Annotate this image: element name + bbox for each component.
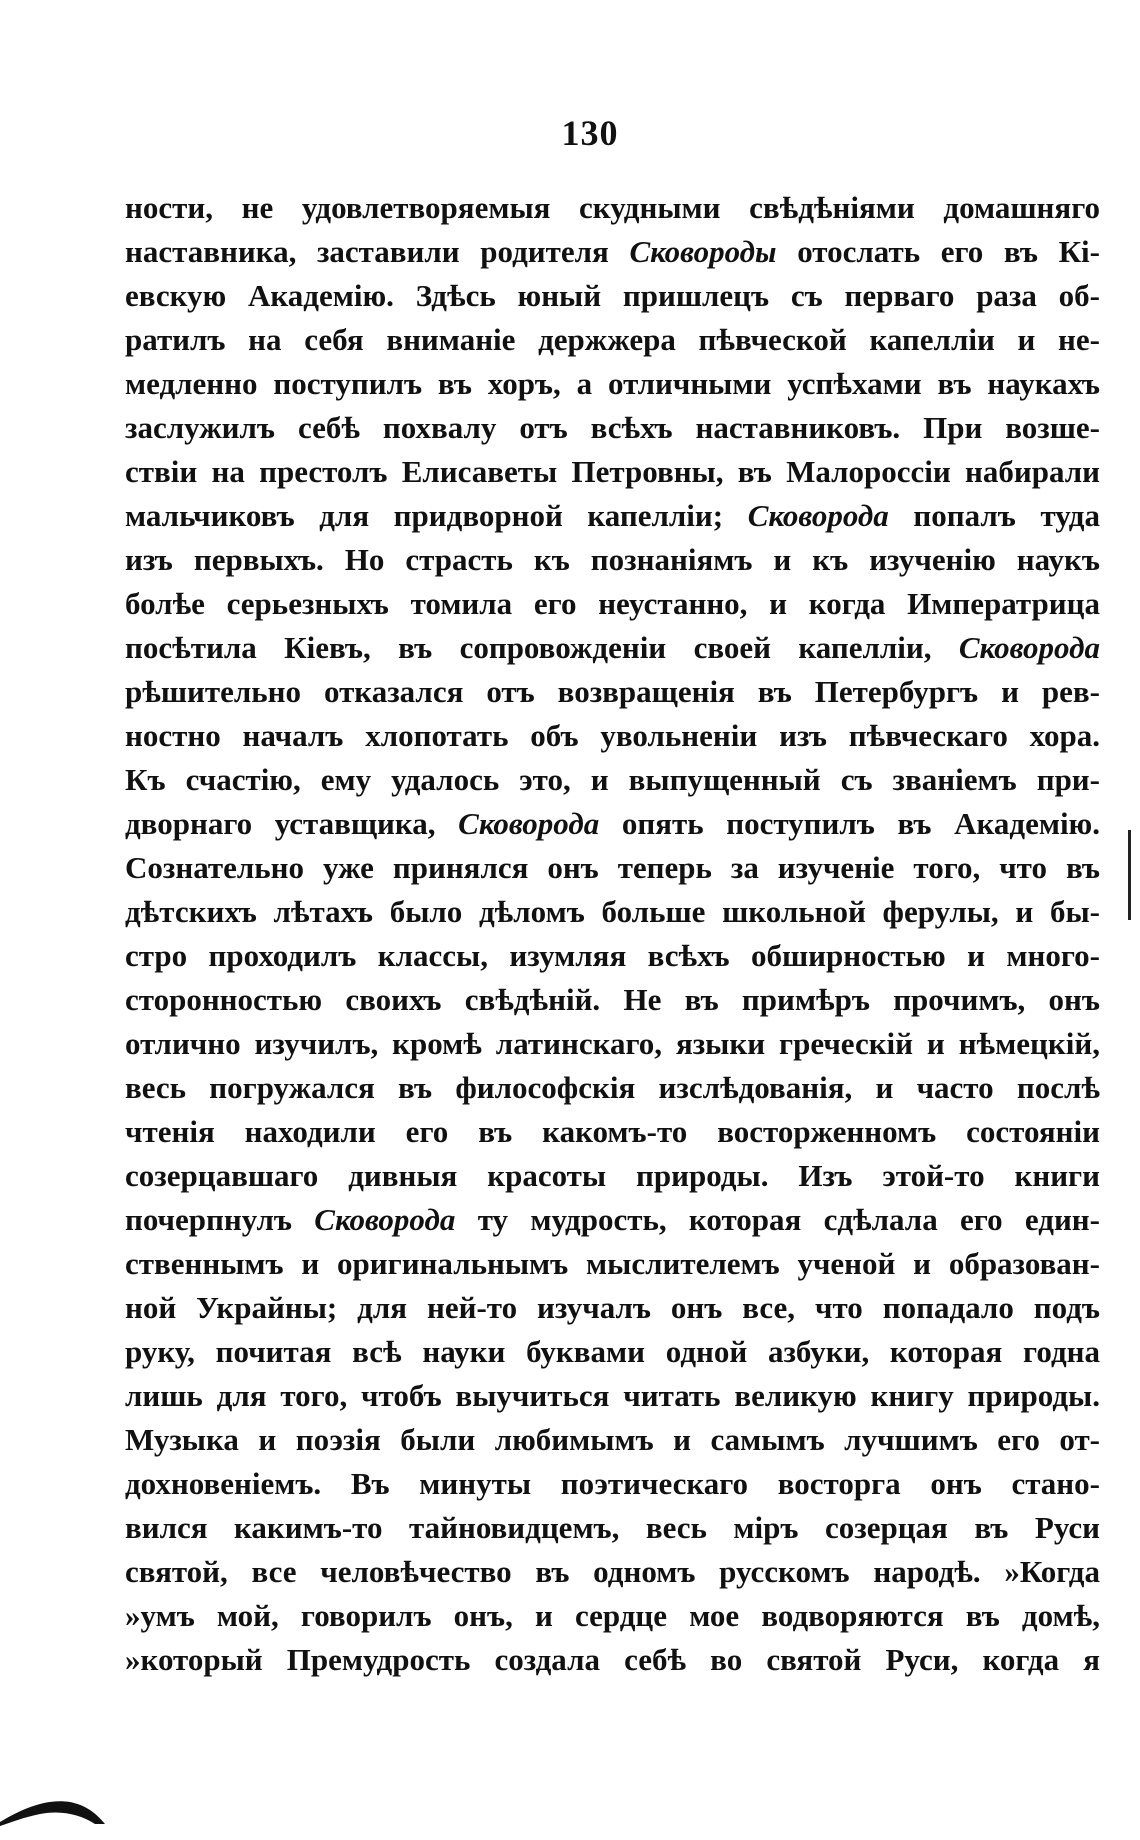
text-line <box>125 758 1100 802</box>
text-line-part: наставника, заставили родителя <box>125 234 630 269</box>
text-line <box>125 1286 1100 1330</box>
text-line <box>125 1550 1100 1594</box>
text-line <box>125 890 1100 934</box>
text-line-part: отлично изучилъ, кромѣ латинскаго, языки греческій и нѣмецкій, <box>125 1026 1100 1061</box>
text-line-part: созерцавшаго дивныя красоты природы. Изъ этой-то книги <box>125 1158 1100 1193</box>
text-line-part: дѣтскихъ лѣтахъ было дѣломъ больше школьной ферулы, и бы- <box>125 894 1100 929</box>
text-line-part: »умъ мой, говорилъ онъ, и сердце мое водворяются въ домѣ, <box>125 1598 1100 1633</box>
text-line-part: болѣе серьезныхъ томила его неустанно, и когда Императрица <box>125 586 1100 621</box>
italic-name: Сковорода <box>747 498 889 533</box>
text-line <box>125 802 1100 846</box>
text-line <box>125 846 1100 890</box>
ornament-flourish-icon <box>0 1780 110 1830</box>
text-line <box>125 186 1100 230</box>
text-line-part: сторонностью своихъ свѣдѣній. Не въ примѣръ прочимъ, онъ <box>125 982 1100 1017</box>
text-line-part: дохновеніемъ. Въ минуты поэтическаго восторга онъ стано- <box>125 1466 1100 1501</box>
text-line-part: ствіи на престолъ Елисаветы Петровны, въ Малороссіи набирали <box>125 454 1100 489</box>
text-line <box>125 1022 1100 1066</box>
text-line <box>125 1198 1100 1242</box>
text-line-part: Къ счастію, ему удалось это, и выпущенный съ званіемъ при- <box>125 762 1100 797</box>
text-line-part: Сознательно уже принялся онъ теперь за изученіе того, что въ <box>125 850 1100 885</box>
text-line-part: рѣшительно отказался отъ возвращенія въ Петербургъ и рев- <box>125 674 1100 709</box>
text-line-part: отослать его въ Кі- <box>776 234 1100 269</box>
text-line <box>125 1330 1100 1374</box>
text-line <box>125 318 1100 362</box>
text-line-part: святой, все человѣчество въ одномъ русскомъ народѣ. »Когда <box>125 1554 1100 1589</box>
italic-name: Сковорода <box>958 630 1100 665</box>
text-line <box>125 274 1100 318</box>
text-line <box>125 626 1100 670</box>
text-line <box>125 1242 1100 1286</box>
text-line-part: руку, почитая всѣ науки буквами одной азбуки, которая годна <box>125 1334 1100 1369</box>
page-number: 130 <box>561 113 619 153</box>
text-line-part: вился какимъ-то тайновидцемъ, весь міръ созерцая въ Руси <box>125 1510 1100 1545</box>
text-line-part: »который Премудрость создала себѣ во святой Руси, когда я <box>125 1642 1100 1677</box>
text-line-part: попалъ туда <box>888 498 1100 533</box>
text-line-part: ту мудрость, которая сдѣлала его един- <box>455 1202 1100 1237</box>
text-line <box>125 450 1100 494</box>
text-line-part: стро проходилъ классы, изумляя всѣхъ обширностью и много- <box>125 938 1100 973</box>
text-line-part: посѣтила Кіевъ, въ сопровожденіи своей капелліи, <box>125 630 959 665</box>
margin-mark <box>1128 830 1131 920</box>
italic-name: Сковороды <box>629 234 777 269</box>
text-line <box>125 1154 1100 1198</box>
text-line <box>125 538 1100 582</box>
text-line-part: мальчиковъ для придворной капелліи; <box>125 498 748 533</box>
text-line-part: медленно поступилъ въ хоръ, а отличными успѣхами въ наукахъ <box>125 366 1100 401</box>
text-line <box>125 406 1100 450</box>
italic-name: Сковорода <box>458 806 600 841</box>
text-line <box>125 670 1100 714</box>
text-line-part: евскую Академію. Здѣсь юный пришлецъ съ перваго раза об- <box>125 278 1100 313</box>
text-line <box>125 1462 1100 1506</box>
italic-name: Сковорода <box>314 1202 456 1237</box>
text-line <box>125 582 1100 626</box>
text-line-part: почерпнулъ <box>125 1202 315 1237</box>
text-line <box>125 1594 1100 1638</box>
text-line <box>125 978 1100 1022</box>
text-line <box>125 494 1100 538</box>
text-line-part: ностно началъ хлопотать объ увольненіи изъ пѣвческаго хора. <box>125 718 1100 753</box>
text-line-part: ности, не удовлетворяемыя скудными свѣдѣніями домашняго <box>125 190 1100 225</box>
text-line-part: лишь для того, чтобъ выучиться читать великую книгу природы. <box>125 1378 1100 1413</box>
text-line <box>125 1638 1100 1682</box>
text-line-part: ственнымъ и оригинальнымъ мыслителемъ ученой и образован- <box>125 1246 1100 1281</box>
text-line-part: ратилъ на себя вниманіе держжера пѣвческой капелліи и не- <box>125 322 1100 357</box>
text-line <box>125 934 1100 978</box>
text-line <box>125 1110 1100 1154</box>
body-text <box>125 186 1100 1682</box>
text-line-part: дворнаго уставщика, <box>125 806 459 841</box>
text-line <box>125 714 1100 758</box>
text-line <box>125 1418 1100 1462</box>
text-line <box>125 1066 1100 1110</box>
text-line-part: изъ первыхъ. Но страсть къ познаніямъ и къ изученію наукъ <box>125 542 1100 577</box>
text-line <box>125 1506 1100 1550</box>
text-line <box>125 230 1100 274</box>
text-line-part: ной Украйны; для ней-то изучалъ онъ все, что попадало подъ <box>125 1290 1100 1325</box>
text-line <box>125 362 1100 406</box>
text-line-part: заслужилъ себѣ похвалу отъ всѣхъ наставниковъ. При возше- <box>125 410 1100 445</box>
text-line-part: весь погружался въ философскія изслѣдованія, и часто послѣ <box>125 1070 1100 1105</box>
text-line <box>125 1374 1100 1418</box>
text-line-part: Музыка и поэзія были любимымъ и самымъ лучшимъ его от- <box>125 1422 1100 1457</box>
text-line-part: опять поступилъ въ Академію. <box>599 806 1100 841</box>
text-line-part: чтенія находили его въ какомъ-то восторженномъ состояніи <box>125 1114 1100 1149</box>
